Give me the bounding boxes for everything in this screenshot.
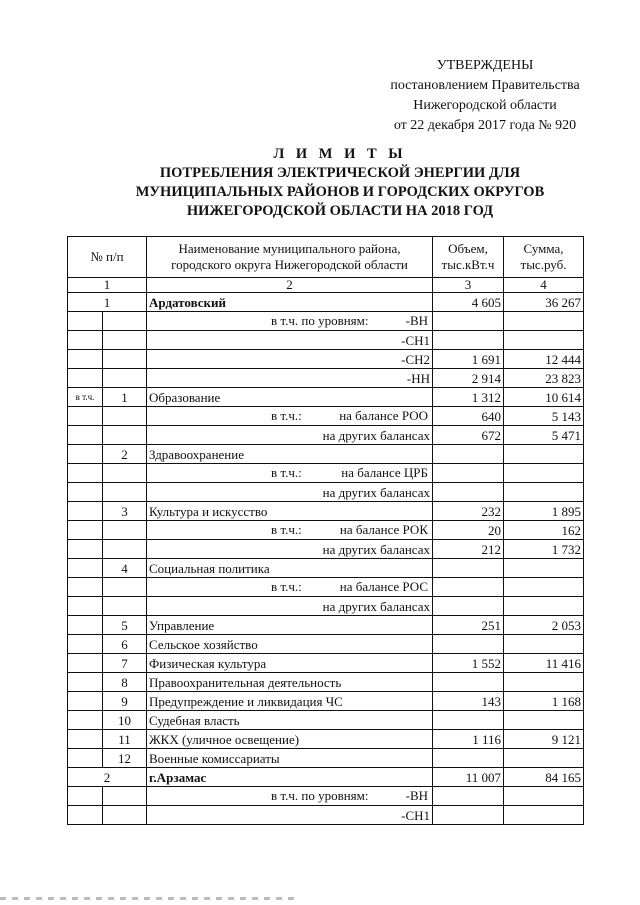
balance-label: в т.ч.: [271,522,302,537]
table-row [68,350,584,369]
row-sum: 1 168 [504,692,584,711]
table-row [68,730,584,749]
colnum-2: 2 [147,278,433,293]
table-row [68,521,584,540]
row-sub-num: 2 [103,445,147,464]
table-row [68,407,584,426]
table-row [68,749,584,768]
row-name: Военные комиссариаты [147,749,433,768]
table-row [68,464,584,483]
level-value: -ВН [405,313,428,328]
table-row [68,578,584,597]
row-name: Управление [147,616,433,635]
row-balance [147,407,433,426]
row-volume: 672 [433,426,504,445]
balance-value: на других балансах [147,426,433,445]
balance-value: на других балансах [147,540,433,559]
row-sub-num: 3 [103,502,147,521]
balance-value: на балансе РОК [339,522,428,537]
row-sub-num: 11 [103,730,147,749]
row-sum: 162 [504,521,584,540]
table-row [68,597,584,616]
table-row [68,426,584,445]
row-name: Сельское хозяйство [147,635,433,654]
row-name: Социальная политика [147,559,433,578]
table-row [68,616,584,635]
row-sub-num: 7 [103,654,147,673]
level-value: -ВН [405,788,428,803]
header-sum: Сумма, тыс.руб. [504,237,584,278]
row-levels [147,787,433,806]
row-name: Предупреждение и ликвидация ЧС [147,692,433,711]
document-title [60,145,620,221]
limits-table [67,236,584,825]
row-name: Судебная власть [147,711,433,730]
table-row [68,768,584,787]
level-value: -СН2 [147,350,433,369]
row-name: Правоохранительная деятельность [147,673,433,692]
row-sum: 9 121 [504,730,584,749]
header-name: Наименование муниципального района, городского округа Нижегородской области [147,237,433,278]
levels-label: в т.ч. по уровням: [271,788,369,803]
table-row [68,654,584,673]
balance-value: на балансе ЦРБ [341,465,428,480]
table-row [68,692,584,711]
header-num: № п/п [68,237,147,278]
row-volume: 20 [433,521,504,540]
row-volume: 2 914 [433,369,504,388]
row-volume: 1 312 [433,388,504,407]
row-volume: 212 [433,540,504,559]
row-sub-num: 6 [103,635,147,654]
table-row [68,673,584,692]
header-volume: Объем, тыс.кВт.ч [433,237,504,278]
row-num: 1 [68,293,147,312]
row-sub-num: 10 [103,711,147,730]
row-name: Образование [147,388,433,407]
colnum-3: 3 [433,278,504,293]
row-sub-num: 4 [103,559,147,578]
approval-date: от 22 декабря 2017 года № 920 [393,118,577,133]
column-number-row [68,278,584,293]
row-num: 2 [68,768,147,787]
level-value: -НН [147,369,433,388]
approval-block [360,56,610,136]
levels-label: в т.ч. по уровням: [271,313,369,328]
row-sub-num: 1 [103,388,147,407]
row-sum: 5 143 [504,407,584,426]
row-volume: 1 691 [433,350,504,369]
level-value: -СН1 [147,331,433,350]
row-volume: 1 552 [433,654,504,673]
table-row [68,559,584,578]
table-row [68,312,584,331]
row-name: г.Арзамас [147,768,433,787]
table-row [68,388,584,407]
row-volume: 251 [433,616,504,635]
row-balance [147,464,433,483]
table-header-row [68,237,584,278]
table-row [68,635,584,654]
row-volume: 143 [433,692,504,711]
approval-resolution: постановлением Правительства [390,78,580,93]
level-value: -СН1 [147,806,433,825]
row-balance [147,521,433,540]
row-sum: 12 444 [504,350,584,369]
balance-value: на балансе РОС [339,579,428,594]
row-volume: 1 116 [433,730,504,749]
row-sum: 1 895 [504,502,584,521]
balance-label: в т.ч.: [271,408,302,423]
title-line-3: МУНИЦИПАЛЬНЫХ РАЙОНОВ И ГОРОДСКИХ ОКРУГОВ [135,184,545,200]
row-sum: 1 732 [504,540,584,559]
row-sum: 84 165 [504,768,584,787]
colnum-4: 4 [504,278,584,293]
row-sub-num: 8 [103,673,147,692]
balance-value: на других балансах [147,597,433,616]
row-volume: 232 [433,502,504,521]
row-name: ЖКХ (уличное освещение) [147,730,433,749]
balance-label: в т.ч.: [271,579,302,594]
row-name: Культура и искусство [147,502,433,521]
balance-value: на балансе РОО [339,408,428,423]
row-volume: 4 605 [433,293,504,312]
table-row [68,331,584,350]
row-volume: 11 007 [433,768,504,787]
table-row [68,293,584,312]
row-sum: 11 416 [504,654,584,673]
table-row [68,483,584,502]
row-sum: 2 053 [504,616,584,635]
table-row [68,502,584,521]
row-tch: в т.ч. [68,388,103,407]
balance-value: на других балансах [147,483,433,502]
scan-artifact [0,897,300,900]
title-limits: Л И М И Т Ы [273,146,407,162]
colnum-1: 1 [68,278,147,293]
approval-heading: УТВЕРЖДЕНЫ [436,58,534,73]
row-sub-num: 12 [103,749,147,768]
title-line-4: НИЖЕГОРОДСКОЙ ОБЛАСТИ НА 2018 ГОД [186,203,494,219]
row-name: Ардатовский [147,293,433,312]
row-name: Здравоохранение [147,445,433,464]
row-name: Физическая культура [147,654,433,673]
table-row [68,369,584,388]
row-balance [147,578,433,597]
row-sub-num: 5 [103,616,147,635]
balance-label: в т.ч.: [271,465,302,480]
table-row [68,711,584,730]
row-sub-num: 9 [103,692,147,711]
approval-region: Нижегородской области [413,98,557,113]
table-row [68,540,584,559]
row-sum: 10 614 [504,388,584,407]
row-sum: 5 471 [504,426,584,445]
row-volume: 640 [433,407,504,426]
row-sum: 36 267 [504,293,584,312]
row-levels [147,312,433,331]
title-line-2: ПОТРЕБЛЕНИЯ ЭЛЕКТРИЧЕСКОЙ ЭНЕРГИИ ДЛЯ [159,165,521,181]
table-row [68,806,584,825]
row-sum: 23 823 [504,369,584,388]
table-row [68,445,584,464]
table-row [68,787,584,806]
